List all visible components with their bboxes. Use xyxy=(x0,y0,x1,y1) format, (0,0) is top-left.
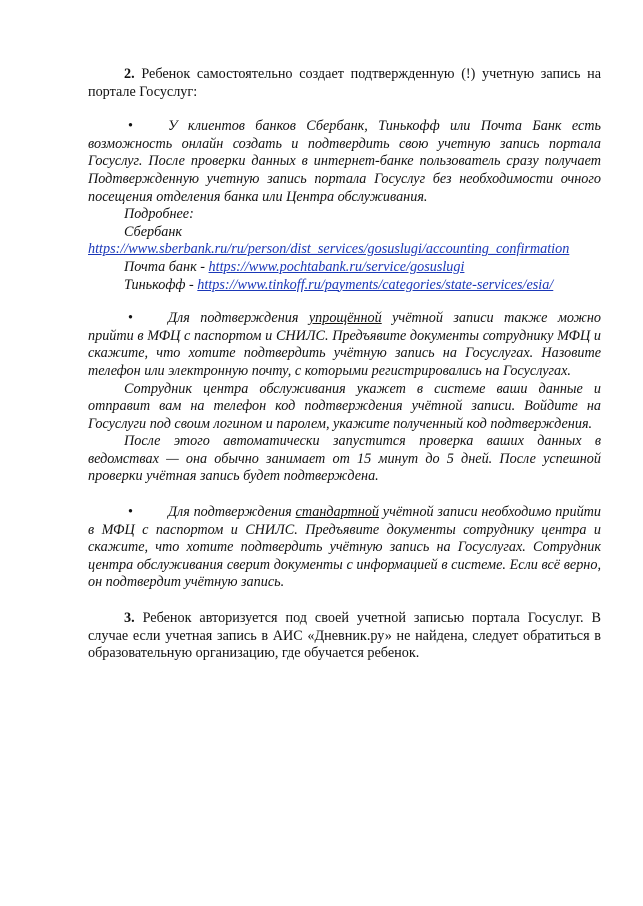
step-3-text: Ребенок авторизуется под своей учетной записью портала Госуслуг. В случае если учетная запись в АИС «Дневник.ру» не найдена, следует обратиться в образовательную организацию, где обучается ребенок. xyxy=(88,610,601,662)
step-3-number: 3. xyxy=(124,610,135,627)
bullet-simplified-rest: учётной записи также можно прийти в МФЦ с паспортом и СНИЛС. Предъявите документы сотруднику МФЦ и скажите, что хотите подтвердить учётную запись на Госуслугах. Назовите телефон или электронную почту, с которыми регистрировались на Госуслугах. xyxy=(88,310,602,379)
tinkoff-label: Тинькофф - xyxy=(124,276,198,293)
bullet-simplified-lead: Для подтверждения xyxy=(168,310,309,327)
tinkoff-link[interactable]: https://www.tinkoff.ru/payments/categories/state-services/esia/ xyxy=(197,276,554,293)
sberbank-link[interactable]: https://www.sberbank.ru/ru/person/dist_services/gosuslugi/accounting_confirmation xyxy=(88,241,570,258)
step-2-number: 2. xyxy=(124,66,135,82)
bullet-standard-lead: Для подтверждения xyxy=(168,504,296,521)
document-page xyxy=(88,66,601,663)
operator-code-paragraph: Сотрудник центра обслуживания укажет в системе ваши данные и отправит вам на телефон код подтверждения учётной записи. Войдите на Госуслуги под своим логином и паролем, укажите полученный код подтверждения. xyxy=(88,380,601,432)
tinkoff-line xyxy=(88,277,601,295)
bullet-marker: • xyxy=(128,504,133,521)
pochta-bank-link[interactable]: https://www.pochtabank.ru/service/gosuslugi xyxy=(208,258,465,275)
bullet-marker: • xyxy=(128,310,133,327)
step-3-paragraph xyxy=(88,610,601,663)
bullet-marker: • xyxy=(128,118,133,135)
standard-emphasis: стандартной xyxy=(295,504,380,521)
bullet-simplified-paragraph xyxy=(88,310,601,380)
bullet-banks-paragraph xyxy=(88,118,601,206)
bullet-standard-paragraph xyxy=(88,504,601,592)
sberbank-link-paragraph xyxy=(88,241,601,259)
sberbank-label: Сбербанк xyxy=(124,223,182,240)
pochta-bank-line xyxy=(88,259,601,277)
step-2-paragraph xyxy=(88,66,601,101)
step-2-text: Ребенок самостоятельно создает подтвержденную (!) учетную запись на портале Госуслуг: xyxy=(88,66,601,100)
pochta-bank-label: Почта банк - xyxy=(124,258,209,275)
more-label: Подробнее: xyxy=(124,206,194,223)
verification-check-paragraph: После этого автоматически запустится проверка ваших данных в ведомствах — она обычно занимает от 15 минут до 5 дней. После успешной проверки учётная запись будет подтверждена. xyxy=(88,433,601,485)
bullet-banks-text: У клиентов банков Сбербанк, Тинькофф или Почта Банк есть возможность онлайн создать и подтвердить свою учетную запись портала Госуслуг. После проверки данных в интернет-банке пользователь сразу получает Подтвержденную учетную запись портала Госуслуг без необходимости очного посещения отделения банка или Центра обслуживания. xyxy=(88,118,601,205)
bullet-standard-rest: учётной записи необходимо прийти в МФЦ с паспортом и СНИЛС. Предъявите документы сотруднику центра и скажите, что хотите подтвердить учётную запись на Госуслугах. Сотрудник центра обслуживания сверит документы с информацией в системе. Если всё верно, он подтвердит учётную запись. xyxy=(88,504,602,591)
simplified-emphasis: упрощённой xyxy=(308,310,382,327)
